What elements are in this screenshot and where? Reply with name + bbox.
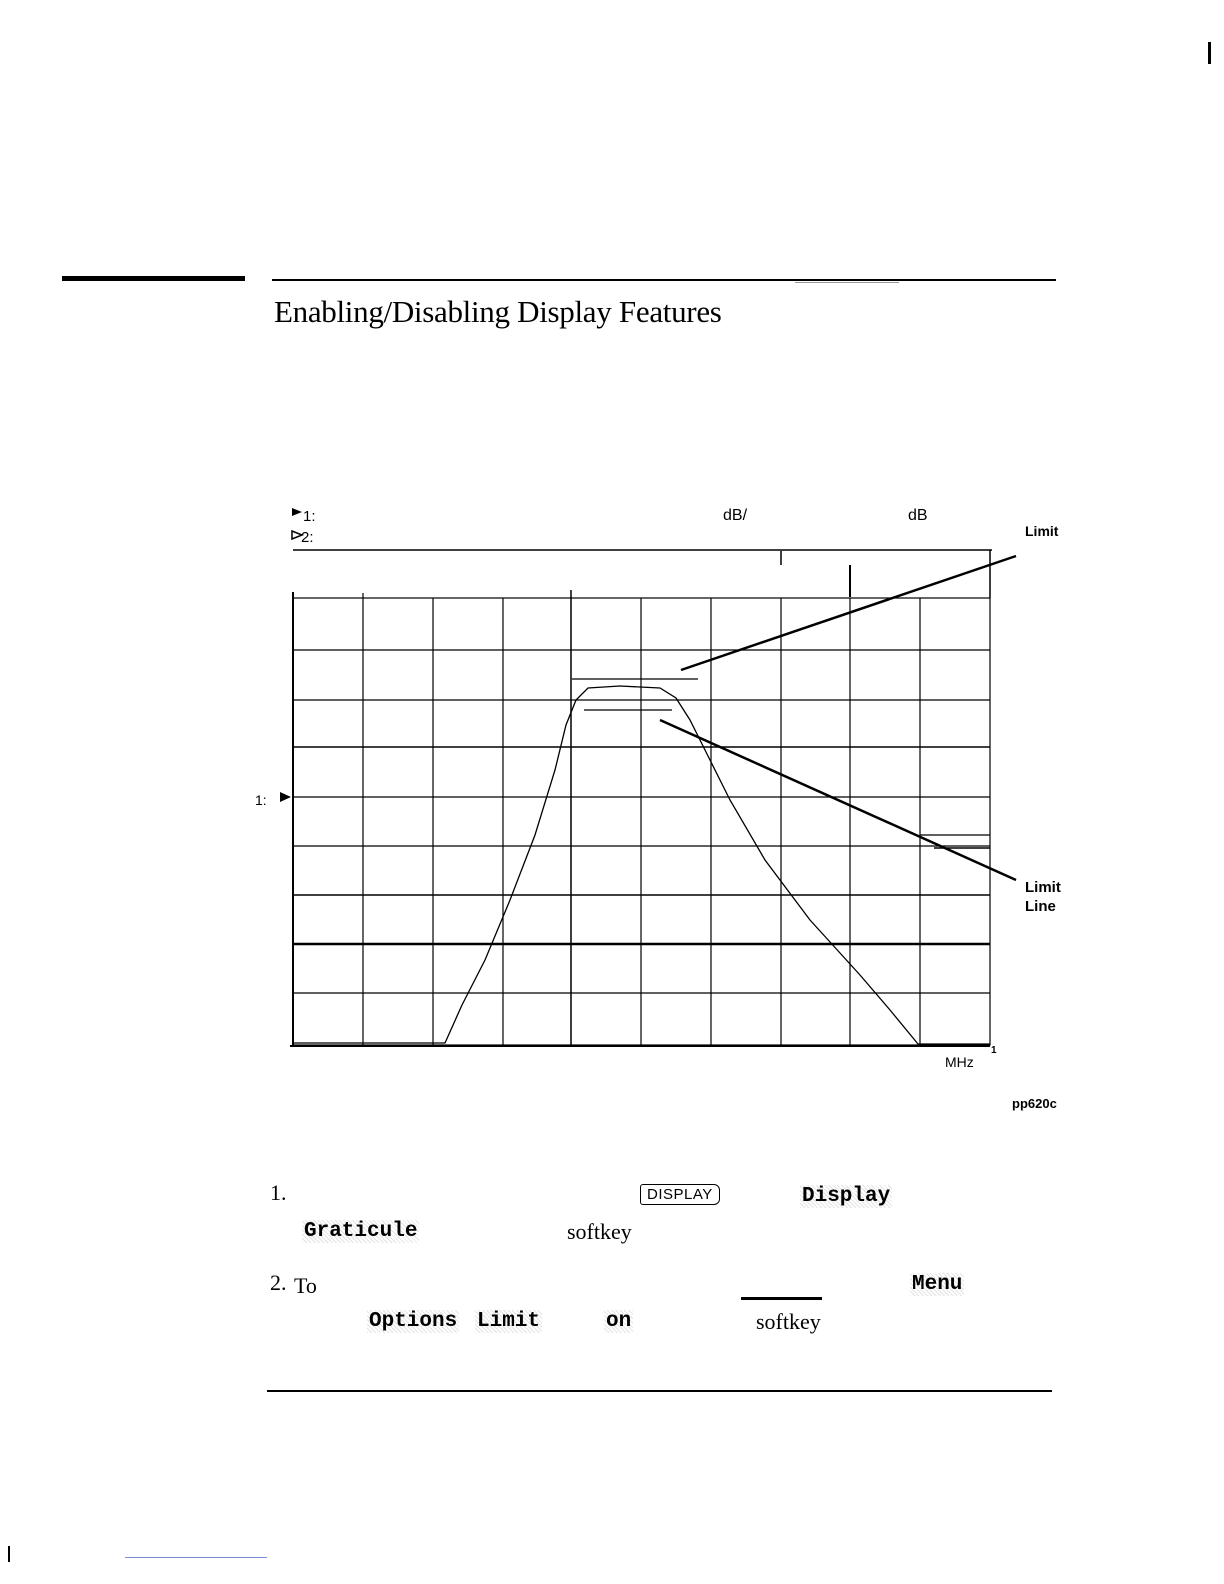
step-2-softkey-word: softkey — [756, 1309, 821, 1334]
step-1-number: 1. — [270, 1180, 287, 1205]
bottom-edge-line — [125, 1557, 267, 1558]
scale-unit-label: dB/ — [723, 507, 748, 524]
page-title: Enabling/Disabling Display Features — [274, 294, 722, 329]
display-figure — [240, 495, 1080, 1115]
limit-leader-top — [681, 556, 1016, 670]
header-trace1-marker: 1: — [303, 508, 316, 525]
heading-rule-fragment — [795, 282, 899, 283]
figure-id: pp620c — [1012, 1096, 1057, 1111]
limit-callout-top: Limit — [1025, 523, 1059, 539]
reference-arrow-icon — [280, 792, 291, 802]
display-hardkey-label: DISPLAY — [640, 1184, 720, 1205]
display-softkey[interactable]: Display — [802, 1185, 891, 1208]
limit-leader-bottom — [660, 720, 1016, 880]
freq-unit-label: MHz — [945, 1054, 974, 1070]
end-marker-label: 1 — [991, 1045, 997, 1056]
header-trace2-marker: 2: — [301, 529, 314, 546]
display-hardkey[interactable] — [640, 1186, 720, 1204]
limit-softkey[interactable]: Limit — [477, 1310, 541, 1333]
step-2-number: 2. — [270, 1270, 287, 1295]
menu-softkey[interactable]: Menu — [912, 1273, 963, 1296]
page-edge-mark — [1208, 42, 1211, 64]
ref-unit-label: dB — [908, 507, 928, 524]
step-2-lead-word: To — [294, 1273, 317, 1298]
step-1-softkey-word: softkey — [567, 1219, 632, 1244]
left-reference-label: 1: — [255, 792, 267, 808]
left-edge-mark — [8, 1546, 10, 1562]
trace1-arrow-icon — [292, 508, 302, 516]
heading-rule-thick — [62, 276, 245, 281]
limit-callout-bottom-1: Limit — [1025, 879, 1061, 896]
step-2-blank-underline — [741, 1297, 822, 1300]
graticule-grid — [293, 590, 990, 1045]
footer-rule — [267, 1390, 1052, 1392]
heading-rule-thin — [272, 279, 1056, 281]
on-softkey[interactable]: on — [606, 1310, 632, 1333]
options-softkey[interactable]: Options — [369, 1310, 458, 1333]
graticule-softkey[interactable]: Graticule — [304, 1220, 418, 1243]
limit-callout-bottom-2: Line — [1025, 898, 1056, 915]
